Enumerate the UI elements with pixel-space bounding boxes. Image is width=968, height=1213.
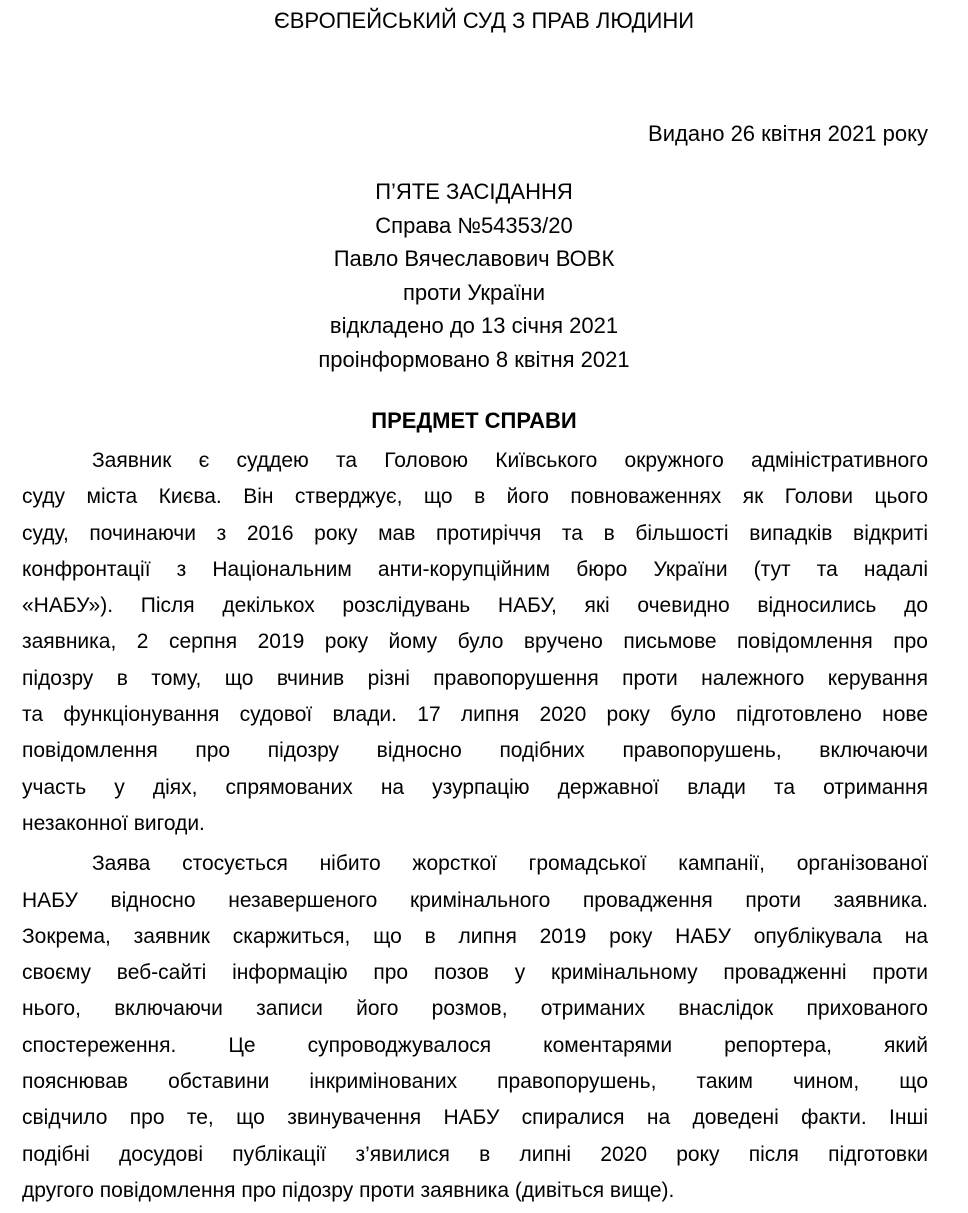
session-label: П’ЯТЕ ЗАСІДАННЯ (375, 179, 573, 204)
text-line: заявника, 2 серпня 2019 року йому було вручено письмове повідомлення про (22, 630, 928, 654)
text-line: свідчило про те, що звинувачення НАБУ спиралися на доведені факти. Інші (22, 1106, 928, 1130)
text-line: Зокрема, заявник скаржиться, що в липня 2019 року НАБУ опублікувала на (22, 924, 928, 948)
text-line: «НАБУ»). Після декількох розслідувань НАБУ, які очевидно відносились до (22, 594, 928, 618)
issue-date: Видано 26 квітня 2021 року (648, 121, 928, 146)
paragraph (22, 443, 928, 842)
text-line: своєму веб-сайті інформацію про позов у кримінальному провадженні проти (22, 961, 928, 985)
text-line: незаконної вигоди. (22, 811, 205, 835)
text-line: підозру в тому, що вчинив різні правопорушення проти належного керування (22, 666, 928, 690)
communicated-date: проінформовано 8 квітня 2021 (318, 346, 630, 372)
document-body (22, 443, 928, 1213)
case-number: Справа №54353/20 (375, 212, 573, 238)
adjourned-date: відкладено до 13 січня 2021 (329, 313, 619, 338)
text-line: НАБУ відносно незавершеного кримінального провадження проти заявника. (22, 888, 928, 912)
text-line: суду міста Києва. Він стверджує, що в його повноваженнях як Голови цього (22, 485, 928, 509)
text-line: подібні досудові публікації з’явилися в липні 2020 року після підготовки (22, 1142, 928, 1166)
text-line: конфронтації з Національним анти-корупційним бюро України (тут та надалі (22, 557, 928, 581)
subject-heading: ПРЕДМЕТ СПРАВИ (371, 408, 577, 433)
applicant-name: Павло Вячеславович ВОВК (333, 246, 615, 271)
text-line: участь у діях, спрямованих на узурпацію державної влади та отримання (22, 775, 928, 799)
text-line: повідомлення про підозру відносно подібних правопорушень, включаючи (22, 739, 928, 763)
court-title: ЄВРОПЕЙСЬКИЙ СУД З ПРАВ ЛЮДИНИ (273, 8, 695, 33)
text-line: Заявник є суддею та Головою Київського окружного адміністративного (92, 449, 928, 472)
text-line: другого повідомлення про підозру проти заявника (дивіться вище). (22, 1178, 675, 1202)
text-line: пояснював обставини інкримінованих правопорушень, таким чином, що (22, 1070, 928, 1094)
text-line: нього, включаючи записи його розмов, отриманих внаслідок прихованого (22, 997, 928, 1021)
text-line: спостереження. Це супроводжувалося коментарями репортера, який (22, 1033, 928, 1057)
text-line: Заява стосується нібито жорсткої громадської кампанії, організованої (92, 852, 928, 876)
text-line: та функціонування судової влади. 17 липня 2020 року було підготовлено нове (22, 703, 928, 727)
paragraph (22, 846, 928, 1209)
text-line: суду, починаючи з 2016 року мав протиріччя та в більшості випадків відкриті (22, 521, 928, 545)
case-header (0, 175, 948, 376)
respondent: проти України (402, 279, 545, 305)
